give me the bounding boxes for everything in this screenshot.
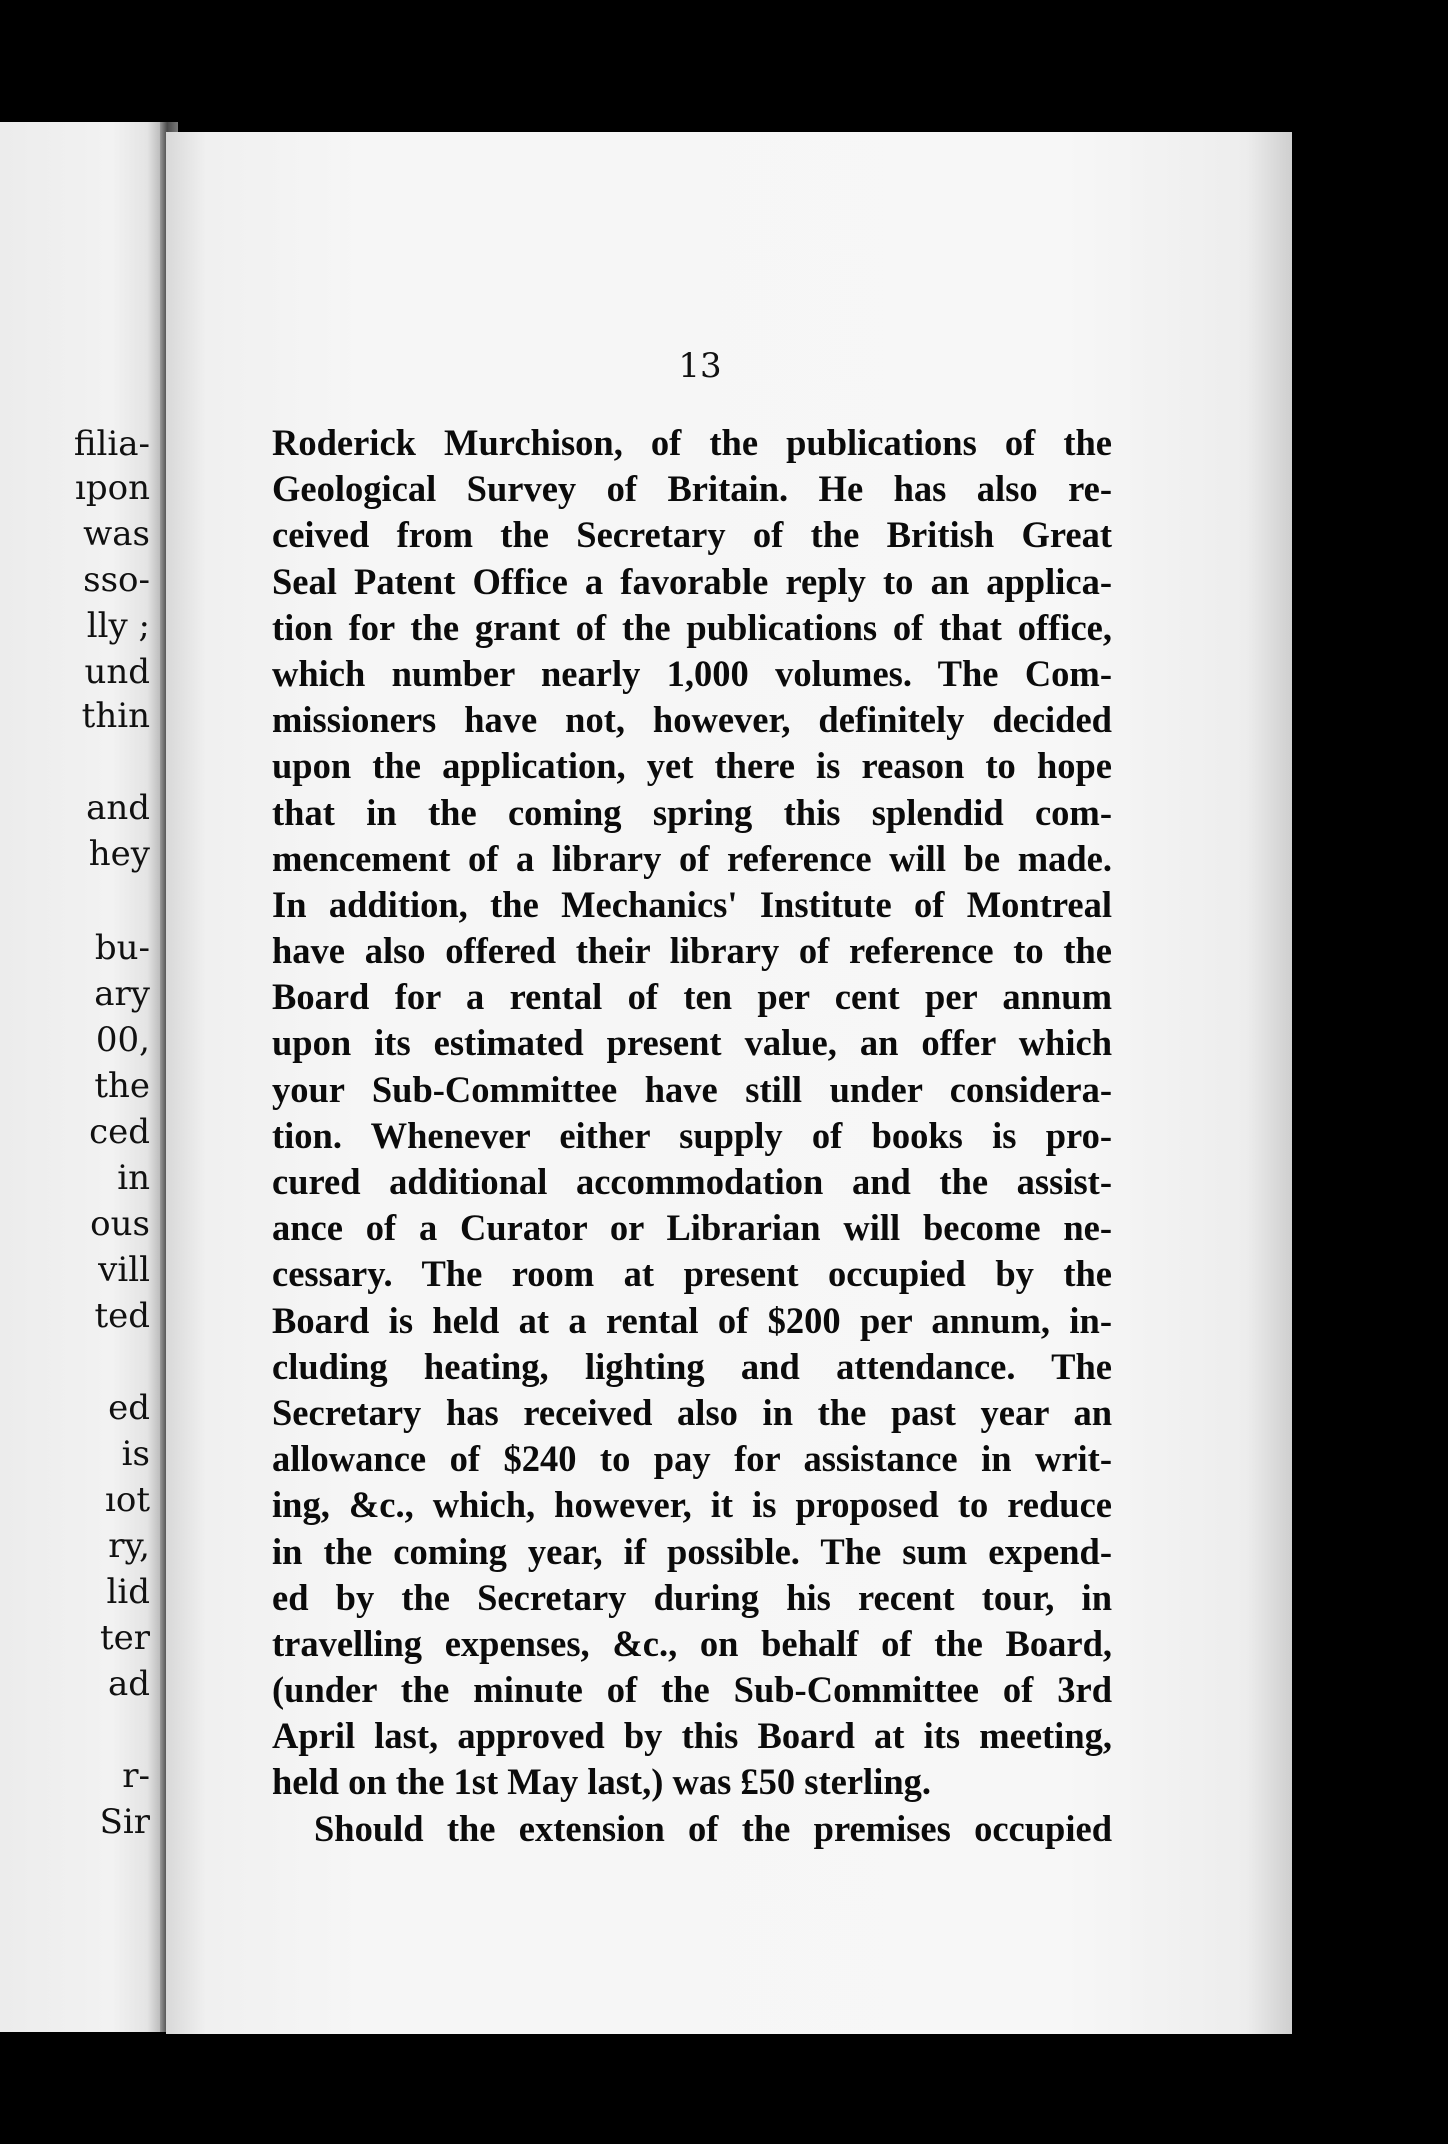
- text-line: allowance of $240 to pay for assistance in writ-: [272, 1438, 1112, 1480]
- left-page-fragment: 00,: [95, 1020, 150, 1060]
- text-line: cessary. The room at present occupied by the: [272, 1253, 1112, 1295]
- left-page-fragment: und: [84, 652, 150, 692]
- text-line: In addition, the Mechanics' Institute of Montreal: [272, 883, 1112, 925]
- left-page-fragment: ter: [99, 1618, 150, 1658]
- left-page-fragment: ced: [89, 1112, 150, 1152]
- text-line: cluding heating, lighting and attendance. The: [272, 1345, 1112, 1387]
- left-page-fragment: r-: [122, 1756, 150, 1796]
- left-page-fragment: lid: [106, 1572, 150, 1612]
- left-page-fragment: ıot: [104, 1480, 150, 1520]
- text-line: have also offered their library of reference to the: [272, 930, 1112, 972]
- text-line: Seal Patent Office a favorable reply to an applica-: [272, 560, 1112, 602]
- text-line: ed by the Secretary during his recent tour, in: [272, 1576, 1112, 1618]
- left-page-fragment: ted: [94, 1296, 150, 1336]
- left-page-fragment: and: [86, 788, 150, 828]
- text-line: ance of a Curator or Librarian will become ne-: [272, 1207, 1112, 1249]
- left-page-fragment: was: [83, 514, 150, 554]
- text-line: ceived from the Secretary of the British Great: [272, 514, 1112, 556]
- left-page-fragment: vill: [98, 1250, 150, 1290]
- left-page-fragment: in: [117, 1158, 150, 1198]
- text-line: Should the extension of the premises occupied: [314, 1807, 1112, 1849]
- text-line: April last, approved by this Board at its meeting,: [272, 1715, 1112, 1757]
- text-line: Board for a rental of ten per cent per annum: [272, 976, 1112, 1018]
- text-line: missioners have not, however, definitely decided: [272, 699, 1112, 741]
- text-line: tion for the grant of the publications of that office,: [272, 606, 1112, 648]
- left-page-fragment: hey: [88, 834, 150, 874]
- left-page-fragment: ary: [94, 974, 150, 1014]
- left-page-fragment: ous: [90, 1204, 150, 1244]
- text-line: upon its estimated present value, an offer which: [272, 1022, 1112, 1064]
- text-line: which number nearly 1,000 volumes. The Com-: [272, 652, 1112, 694]
- text-line: held on the 1st May last,) was £50 sterling.: [272, 1761, 932, 1803]
- text-line: ing, &c., which, however, it is proposed to reduce: [272, 1484, 1112, 1526]
- text-line: cured additional accommodation and the assist-: [272, 1161, 1112, 1202]
- text-line: Board is held at a rental of $200 per annum, in-: [272, 1299, 1112, 1341]
- left-page-fragment: filia-: [73, 424, 150, 464]
- text-line: Roderick Murchison, of the publications of the: [272, 422, 1112, 463]
- page-number-text: 13: [678, 346, 722, 386]
- left-page-fragment: is: [121, 1434, 150, 1474]
- page-number: [0, 346, 1448, 386]
- left-page-fragment: ıpon: [74, 468, 150, 508]
- left-page-fragment: thin: [81, 696, 150, 736]
- text-line: Secretary has received also in the past year an: [272, 1391, 1112, 1433]
- left-page-fragment: sso-: [83, 560, 150, 600]
- text-line: Geological Survey of Britain. He has also re-: [272, 468, 1112, 510]
- left-page-fragment: lly ;: [86, 606, 150, 646]
- text-line: mencement of a library of reference will be made.: [272, 837, 1112, 879]
- left-page-fragment: ry,: [108, 1526, 150, 1566]
- text-line: travelling expenses, &c., on behalf of the Board,: [272, 1622, 1112, 1664]
- text-line: your Sub-Committee have still under considera-: [272, 1068, 1112, 1110]
- left-page-fragment: bu-: [94, 928, 150, 968]
- text-line: in the coming year, if possible. The sum expend-: [272, 1530, 1112, 1572]
- text-line: upon the application, yet there is reason to hope: [272, 745, 1112, 787]
- left-page-edge: [0, 122, 160, 2032]
- text-line: that in the coming spring this splendid com-: [272, 791, 1112, 833]
- text-line: tion. Whenever either supply of books is pro-: [272, 1114, 1112, 1156]
- text-line: (under the minute of the Sub-Committee of 3rd: [272, 1669, 1112, 1711]
- left-page-fragment: Sir: [99, 1802, 150, 1842]
- left-page-fragment: ad: [107, 1664, 150, 1704]
- left-page-fragment: ed: [108, 1388, 150, 1428]
- body-text: [272, 420, 1112, 1852]
- left-page-fragment: the: [94, 1066, 150, 1106]
